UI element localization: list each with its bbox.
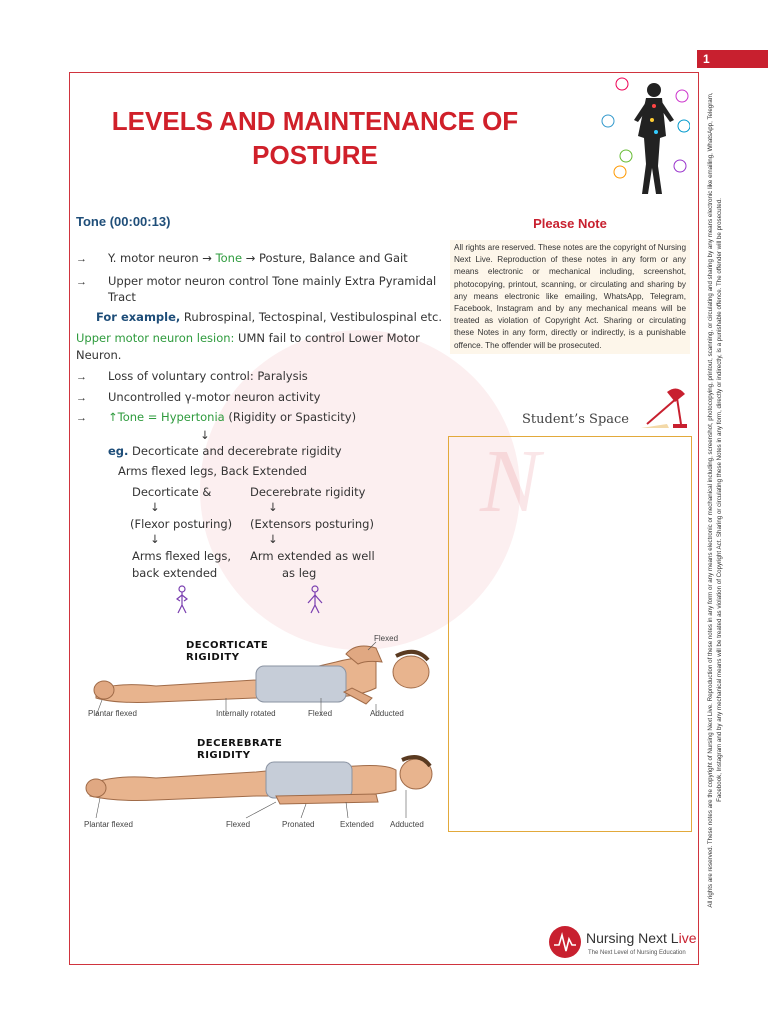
logo-wordmark — [586, 930, 697, 946]
human-body-illustration — [600, 76, 690, 198]
note-item-5-label: ↑Tone = Hypertonia — [108, 410, 225, 424]
note-eg-label: eg. — [108, 444, 129, 458]
page-number: 1 — [697, 50, 768, 68]
decorticate-result-2: back extended — [132, 566, 218, 580]
note-umn-label: Upper motor neuron lesion: — [76, 331, 235, 345]
bullet-arrow: → — [76, 371, 87, 383]
down-arrow: ↓ — [150, 532, 160, 546]
note-umn-line-2: Neuron. — [76, 348, 122, 362]
label-flexed: Flexed — [374, 634, 399, 643]
decerebrate-heading: Decerebrate rigidity — [250, 485, 366, 499]
title-line-1: LEVELS AND MAINTENANCE OF — [111, 106, 519, 136]
bullet-arrow: → — [76, 412, 87, 424]
logo-name-main: Nursing Next L — [586, 930, 679, 946]
note-item-1-pre: Y. motor neuron → — [108, 251, 216, 265]
label-pronated: Pronated — [282, 820, 315, 829]
label-adducted: Adducted — [370, 709, 404, 718]
note-summary: Arms flexed legs, Back Extended — [118, 464, 307, 478]
note-example-label: For example, — [96, 310, 181, 324]
decerebrate-title-2: RIGIDITY — [197, 750, 251, 761]
down-arrow: ↓ — [268, 532, 278, 546]
label-flexed: Flexed — [226, 820, 251, 829]
please-note-title: Please Note — [533, 216, 607, 231]
note-item-5 — [108, 410, 356, 424]
stick-figure-extended-icon — [305, 585, 325, 615]
students-space-box[interactable] — [448, 436, 692, 832]
extensor-posturing: (Extensors posturing) — [250, 517, 374, 531]
decerebrate-result-2: as leg — [282, 566, 317, 580]
logo-name-live: ive — [678, 930, 697, 946]
page-title — [80, 104, 550, 172]
note-item-1-tone: Tone — [215, 251, 243, 265]
section-heading-tone: Tone (00:00:13) — [76, 214, 171, 229]
watermark-n-icon: N — [480, 432, 541, 531]
note-item-3: Loss of voluntary control: Paralysis — [108, 369, 308, 383]
decorticate-heading: Decorticate & — [132, 485, 212, 499]
down-arrow: ↓ — [268, 500, 278, 514]
label-plantar-flexed: Plantar flexed — [88, 709, 137, 718]
title-line-2: POSTURE — [252, 140, 378, 170]
logo-tagline: The Next Level of Nursing Education — [588, 950, 686, 956]
bullet-arrow: → — [76, 392, 87, 404]
note-umn-lesion — [76, 331, 420, 345]
flexor-posturing: (Flexor posturing) — [130, 517, 233, 531]
decerebrate-result-1: Arm extended as well — [250, 549, 375, 563]
note-item-4: Uncontrolled γ-motor neuron activity — [108, 390, 321, 404]
note-item-5-text: (Rigidity or Spasticity) — [224, 410, 357, 424]
bullet-arrow: → — [76, 276, 87, 288]
label-internally-rotated: Internally rotated — [216, 709, 276, 718]
note-item-2-line-2: Tract — [108, 290, 136, 304]
down-arrow: ↓ — [150, 500, 160, 514]
note-example — [96, 310, 442, 324]
nursing-next-live-logo-icon — [548, 925, 582, 959]
decorticate-result-1: Arms flexed legs, — [132, 549, 232, 563]
side-copyright-text: All rights are reserved. These notes are the copyright of Nursing Next Live. Reproduction of these notes in any form or any means electronic or mechanical including, screenshot, photocopying, printout, scanning, or circulating and sharing by any means electronic like emailing, WhatsApp, Telegram, Facebook, Instagram and by any mechanical means will be treated as violation of Copyright Act. Sharing or circulating these Notes in any form, directly or indirectly, is a punishable offence. The offender will be prosecuted. — [707, 92, 723, 908]
label-flexed-2: Flexed — [308, 709, 333, 718]
please-note-body: All rights are reserved. These notes are the copyright of Nursing Next Live. Reproduction of these notes in any form or any means electronic or mechanical including, screenshot, photocopying, printout, scanning, or circulating and sharing by any means electronic like emailing, WhatsApp, Telegram, Facebook, Instagram and by any mechanical means will be treated as violation of Copyright Act. Sharing or circulating these Notes in any form, directly or indirectly, is a punishable offence. The offender will be prosecuted. — [450, 240, 690, 354]
note-item-1-post: → Posture, Balance and Gait — [242, 251, 408, 265]
label-extended: Extended — [340, 820, 374, 829]
bullet-arrow: → — [76, 253, 87, 265]
note-item-2-line-1: Upper motor neuron control Tone mainly Extra Pyramidal — [108, 274, 437, 288]
decerebrate-title-1: DECEREBRATE — [197, 738, 283, 749]
desk-lamp-icon — [637, 384, 687, 430]
note-example-text: Rubrospinal, Tectospinal, Vestibulospinal etc. — [180, 310, 442, 324]
stick-figure-flexed-icon — [172, 585, 192, 615]
label-plantar-flexed: Plantar flexed — [84, 820, 133, 829]
decorticate-title-1: DECORTICATE — [186, 640, 269, 651]
down-arrow: ↓ — [200, 428, 210, 442]
note-umn-text: UMN fail to control Lower Motor — [234, 331, 420, 345]
label-adducted: Adducted — [390, 820, 424, 829]
students-space-label: Student’s Space — [522, 412, 630, 427]
note-eg — [108, 444, 342, 458]
note-item-1 — [108, 251, 408, 265]
decorticate-title-2: RIGIDITY — [186, 652, 240, 663]
note-eg-text: Decorticate and decerebrate rigidity — [128, 444, 342, 458]
